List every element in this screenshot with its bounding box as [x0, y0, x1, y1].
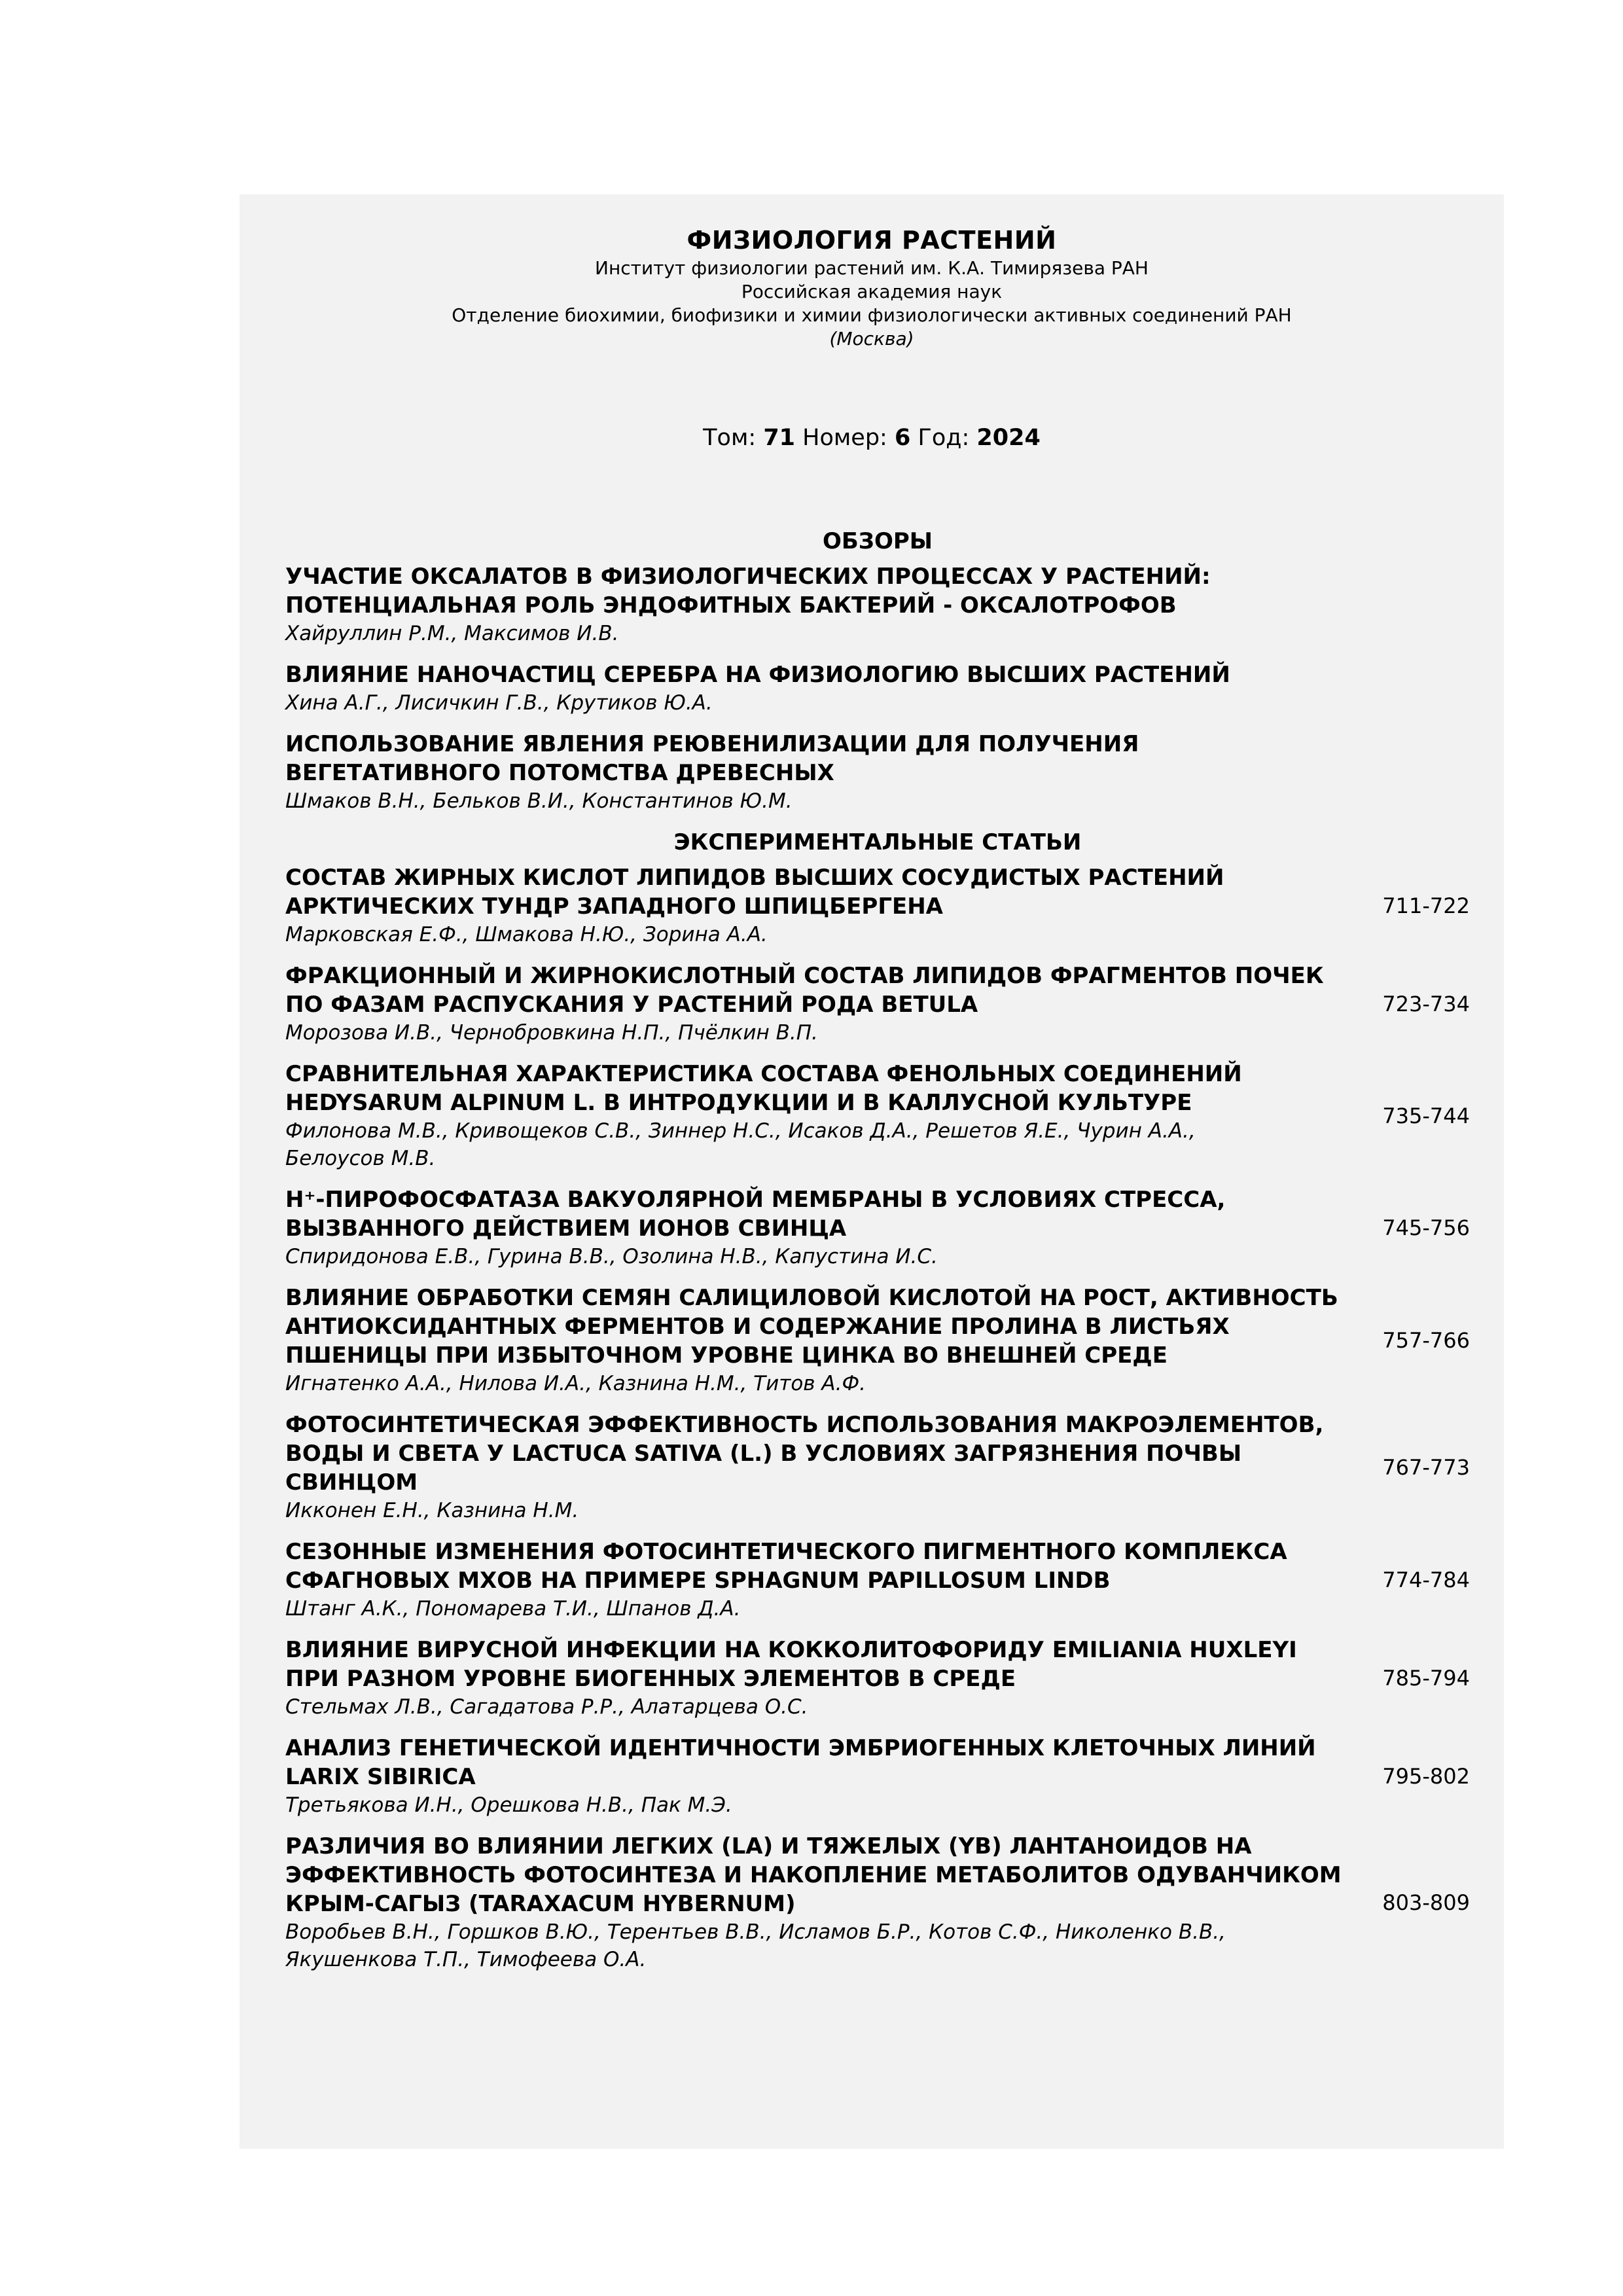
article-title-line: СОСТАВ ЖИРНЫХ КИСЛОТ ЛИПИДОВ ВЫСШИХ СОСУДИСТЫХ РАСТЕНИЙ	[285, 865, 1224, 891]
article-authors-line: Хина А.Г., Лисичкин Г.В., Крутиков Ю.А.	[285, 691, 713, 715]
article-authors-line: Марковская Е.Ф., Шмакова Н.Ю., Зорина А.А.	[285, 923, 768, 946]
issue-info	[240, 423, 1504, 452]
article-title	[285, 1410, 1359, 1497]
article-title-line: ВЛИЯНИЕ НАНОЧАСТИЦ СЕРЕБРА НА ФИЗИОЛОГИЮ ВЫСШИХ РАСТЕНИЙ	[285, 662, 1230, 688]
article-pages: 735-744	[1382, 1103, 1470, 1128]
article-title-line: ВЛИЯНИЕ ОБРАБОТКИ СЕМЯН САЛИЦИЛОВОЙ КИСЛОТОЙ НА РОСТ, АКТИВНОСТЬ	[285, 1285, 1338, 1311]
article-authors	[285, 1243, 1359, 1270]
article-entry	[285, 961, 1470, 1047]
article-authors	[285, 1497, 1359, 1524]
article-title-line: АНАЛИЗ ГЕНЕТИЧЕСКОЙ ИДЕНТИЧНОСТИ ЭМБРИОГЕННЫХ КЛЕТОЧНЫХ ЛИНИЙ	[285, 1735, 1316, 1761]
institution-line: Институт физиологии растений им. К.А. Тимирязева РАН	[595, 257, 1149, 279]
article-text	[285, 562, 1359, 647]
journal-header	[240, 224, 1504, 351]
article-text	[285, 1060, 1359, 1172]
number-value: 6	[895, 425, 911, 451]
article-title-line: HEDYSARUM ALPINUM L. В ИНТРОДУКЦИИ И В КАЛЛУСНОЙ КУЛЬТУРЕ	[285, 1090, 1192, 1116]
article-title	[285, 1283, 1359, 1370]
article-authors-line: Воробьев В.Н., Горшков В.Ю., Терентьев В.В., Исламов Б.Р., Котов С.Ф., Николенко В.В.,	[285, 1920, 1226, 1944]
article-pages: 711-722	[1382, 893, 1470, 918]
article-title-line: ВЕГЕТАТИВНОГО ПОТОМСТВА ДРЕВЕСНЫХ	[285, 760, 834, 786]
article-title-line: КРЫМ-САГЫЗ (TARAXACUM HYBERNUM)	[285, 1891, 796, 1917]
article-title-line: ВОДЫ И СВЕТА У LACTUCA SATIVA (L.) В УСЛОВИЯХ ЗАГРЯЗНЕНИЯ ПОЧВЫ	[285, 1441, 1242, 1467]
article-entry	[285, 562, 1470, 647]
article-pages: 803-809	[1382, 1890, 1470, 1915]
volume-value: 71	[763, 425, 796, 451]
article-entry	[285, 1636, 1470, 1721]
article-authors	[285, 1595, 1359, 1623]
article-authors	[285, 1019, 1359, 1047]
article-entry	[285, 1283, 1470, 1397]
section-title: ОБЗОРЫ	[822, 528, 933, 554]
article-text	[285, 1636, 1359, 1721]
article-entry	[285, 1537, 1470, 1623]
number-label: Номер:	[802, 425, 887, 451]
article-authors	[285, 1117, 1359, 1172]
article-title	[285, 1537, 1359, 1595]
article-title-line: ФОТОСИНТЕТИЧЕСКАЯ ЭФФЕКТИВНОСТЬ ИСПОЛЬЗОВАНИЯ МАКРОЭЛЕМЕНТОВ,	[285, 1412, 1324, 1438]
article-text	[285, 1410, 1359, 1524]
article-title-line: СЕЗОННЫЕ ИЗМЕНЕНИЯ ФОТОСИНТЕТИЧЕСКОГО ПИГМЕНТНОГО КОМПЛЕКСА	[285, 1539, 1287, 1565]
article-authors	[285, 921, 1359, 948]
article-pages: 774-784	[1382, 1568, 1470, 1592]
article-text	[285, 1185, 1359, 1270]
institution-line: Российская академия наук	[741, 281, 1003, 302]
article-title-line: РАЗЛИЧИЯ ВО ВЛИЯНИИ ЛЕГКИХ (LA) И ТЯЖЕЛЫХ (YB) ЛАНТАНОИДОВ НА	[285, 1833, 1252, 1859]
article-title	[285, 863, 1359, 921]
volume-label: Том:	[703, 425, 757, 451]
article-authors	[285, 620, 1359, 647]
article-title-line: ЭФФЕКТИВНОСТЬ ФОТОСИНТЕЗА И НАКОПЛЕНИЕ МЕТАБОЛИТОВ ОДУВАНЧИКОМ	[285, 1862, 1342, 1888]
institution-line: Отделение биохимии, биофизики и химии физиологически активных соединений РАН	[452, 304, 1292, 326]
article-title-line: ПРИ РАЗНОМ УРОВНЕ БИОГЕННЫХ ЭЛЕМЕНТОВ В СРЕДЕ	[285, 1666, 1016, 1692]
article-title-line: УЧАСТИЕ ОКСАЛАТОВ В ФИЗИОЛОГИЧЕСКИХ ПРОЦЕССАХ У РАСТЕНИЙ:	[285, 564, 1211, 590]
article-title-line: СФАГНОВЫХ МХОВ НА ПРИМЕРЕ SPHAGNUM PAPILLOSUM LINDB	[285, 1568, 1111, 1594]
article-authors	[285, 1918, 1359, 1973]
article-title-line: LARIX SIBIRICA	[285, 1764, 476, 1790]
article-entry	[285, 730, 1470, 815]
article-pages: 767-773	[1382, 1455, 1470, 1480]
article-authors	[285, 787, 1359, 815]
year-label: Год:	[918, 425, 970, 451]
article-title	[285, 1734, 1359, 1791]
article-text	[285, 1832, 1359, 1973]
article-authors-line: Шмаков В.Н., Бельков В.И., Константинов Ю.М.	[285, 789, 793, 813]
article-pages: 757-766	[1382, 1328, 1470, 1353]
article-text	[285, 1734, 1359, 1819]
article-authors	[285, 689, 1359, 717]
article-entry	[285, 1185, 1470, 1270]
article-title	[285, 730, 1359, 787]
article-authors	[285, 1791, 1359, 1819]
article-pages: 723-734	[1382, 992, 1470, 1016]
year-value: 2024	[976, 425, 1041, 451]
article-text	[285, 863, 1359, 948]
table-of-contents	[285, 522, 1470, 1986]
article-title	[285, 1636, 1359, 1693]
journal-city: (Москва)	[829, 328, 914, 350]
journal-title: ФИЗИОЛОГИЯ РАСТЕНИЙ	[687, 226, 1057, 255]
section-title: ЭКСПЕРИМЕНТАЛЬНЫЕ СТАТЬИ	[673, 829, 1082, 855]
article-text	[285, 1537, 1359, 1623]
article-title-line: СРАВНИТЕЛЬНАЯ ХАРАКТЕРИСТИКА СОСТАВА ФЕНОЛЬНЫХ СОЕДИНЕНИЙ	[285, 1061, 1242, 1087]
article-text	[285, 961, 1359, 1047]
article-title-line: ФРАКЦИОННЫЙ И ЖИРНОКИСЛОТНЫЙ СОСТАВ ЛИПИДОВ ФРАГМЕНТОВ ПОЧЕК	[285, 963, 1324, 989]
article-authors-line: Филонова М.В., Кривощеков С.В., Зиннер Н.С., Исаков Д.А., Решетов Я.Е., Чурин А.А.,	[285, 1119, 1196, 1143]
article-title	[285, 1185, 1359, 1243]
article-pages: 785-794	[1382, 1666, 1470, 1691]
article-text	[285, 660, 1359, 717]
article-entry	[285, 660, 1470, 717]
article-title-line: ИСПОЛЬЗОВАНИЕ ЯВЛЕНИЯ РЕЮВЕНИЛИЗАЦИИ ДЛЯ ПОЛУЧЕНИЯ	[285, 731, 1139, 757]
article-authors-line: Третьякова И.Н., Орешкова Н.В., Пак М.Э.	[285, 1793, 732, 1817]
article-title-line: ПО ФАЗАМ РАСПУСКАНИЯ У РАСТЕНИЙ РОДА BETULA	[285, 992, 978, 1018]
article-authors	[285, 1693, 1359, 1721]
article-authors-line: Игнатенко А.А., Нилова И.А., Казнина Н.М., Титов А.Ф.	[285, 1372, 866, 1395]
article-authors-line: Якушенкова Т.П., Тимофеева О.А.	[285, 1948, 647, 1971]
article-title	[285, 562, 1359, 620]
article-authors-line: Стельмах Л.В., Сагадатова Р.Р., Алатарцева О.С.	[285, 1695, 808, 1719]
article-authors-line: Морозова И.В., Чернобровкина Н.П., Пчёлкин В.П.	[285, 1021, 818, 1045]
article-title	[285, 961, 1359, 1019]
article-entry	[285, 1410, 1470, 1524]
article-title	[285, 1060, 1359, 1117]
article-title-line: ВЛИЯНИЕ ВИРУСНОЙ ИНФЕКЦИИ НА КОККОЛИТОФОРИДУ EMILIANIA HUXLEYI	[285, 1637, 1297, 1663]
article-authors-line: Белоусов М.В.	[285, 1147, 436, 1170]
article-authors-line: Штанг А.К., Пономарева Т.И., Шпанов Д.А.	[285, 1597, 741, 1621]
article-authors-line: Икконен Е.Н., Казнина Н.М.	[285, 1499, 579, 1522]
article-entry	[285, 1060, 1470, 1172]
article-title-line: ПШЕНИЦЫ ПРИ ИЗБЫТОЧНОМ УРОВНЕ ЦИНКА ВО ВНЕШНЕЙ СРЕДЕ	[285, 1342, 1168, 1369]
article-title	[285, 1832, 1359, 1918]
article-title-line: ВЫЗВАННОГО ДЕЙСТВИЕМ ИОНОВ СВИНЦА	[285, 1215, 847, 1242]
article-authors-line: Хайруллин Р.М., Максимов И.В.	[285, 622, 619, 645]
article-text	[285, 730, 1359, 815]
article-entry	[285, 1832, 1470, 1973]
article-entry	[285, 1734, 1470, 1819]
article-title-line: АНТИОКСИДАНТНЫХ ФЕРМЕНТОВ И СОДЕРЖАНИЕ ПРОЛИНА В ЛИСТЬЯХ	[285, 1314, 1230, 1340]
article-title-line: ПОТЕНЦИАЛЬНАЯ РОЛЬ ЭНДОФИТНЫХ БАКТЕРИЙ - ОКСАЛОТРОФОВ	[285, 592, 1177, 619]
article-pages: 745-756	[1382, 1215, 1470, 1240]
article-title-line: СВИНЦОМ	[285, 1469, 418, 1496]
article-title-line: АРКТИЧЕСКИХ ТУНДР ЗАПАДНОГО ШПИЦБЕРГЕНА	[285, 893, 943, 920]
article-entry	[285, 863, 1470, 948]
article-title-line: H⁺-ПИРОФОСФАТАЗА ВАКУОЛЯРНОЙ МЕМБРАНЫ В УСЛОВИЯХ СТРЕССА,	[285, 1187, 1226, 1213]
article-title	[285, 660, 1359, 689]
contents-panel	[240, 194, 1504, 2149]
article-pages: 795-802	[1382, 1764, 1470, 1789]
article-text	[285, 1283, 1359, 1397]
article-authors-line: Спиридонова Е.В., Гурина В.В., Озолина Н.В., Капустина И.С.	[285, 1245, 938, 1268]
article-authors	[285, 1370, 1359, 1397]
